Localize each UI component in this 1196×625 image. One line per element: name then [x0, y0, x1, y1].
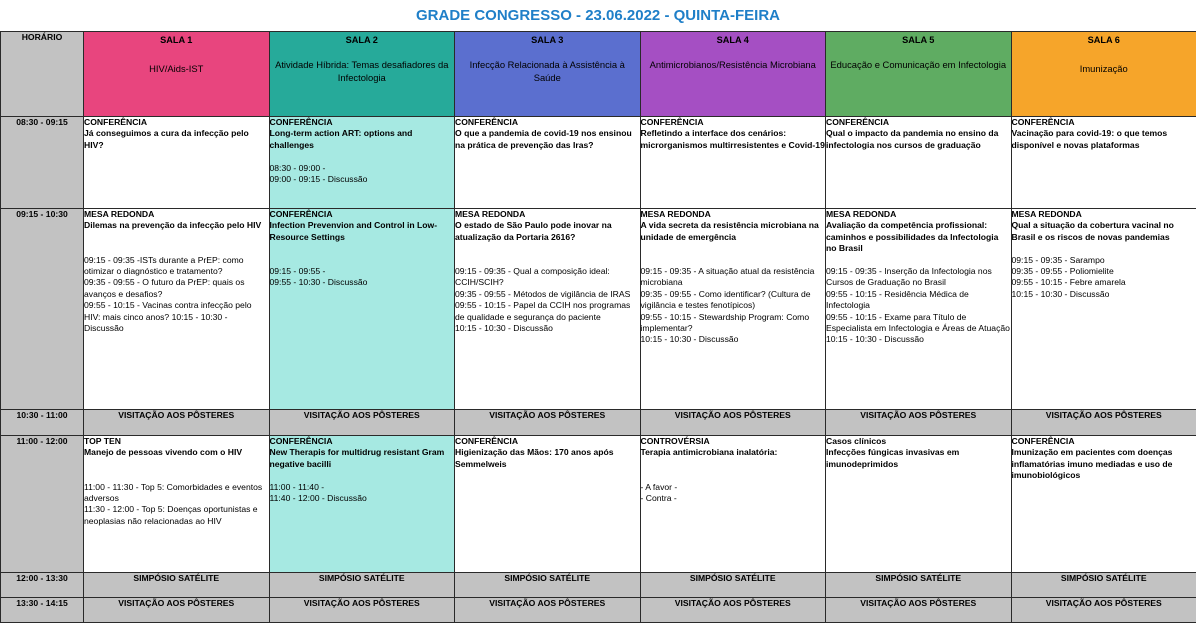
poster-visit-band: VISITAÇÃO AOS PÔSTERES — [84, 598, 270, 623]
session-cell — [826, 436, 1012, 573]
session-type: CONFERÊNCIA — [1011, 436, 1075, 446]
session-type: CONFERÊNCIA — [455, 436, 519, 446]
session-detail-line: 11:40 - 12:00 - Discussão — [269, 493, 367, 504]
session-cell — [1011, 209, 1196, 410]
poster-visit-band: VISITAÇÃO AOS PÔSTERES — [1011, 598, 1196, 623]
line-spacer — [455, 243, 640, 254]
session-title: Infection Prevenvion and Control in Low-Resource Settings — [269, 220, 438, 242]
schedule-row — [1, 209, 1196, 410]
line-spacer — [641, 470, 826, 481]
session-cell — [1011, 117, 1196, 209]
session-title: Qual a situação da cobertura vacinal no Brasil e os riscos de novas pandemias — [1011, 220, 1174, 242]
poster-visit-band: VISITAÇÃO AOS PÔSTERES — [826, 410, 1012, 436]
session-type: CONFERÊNCIA — [826, 117, 890, 127]
room-number: SALA 4 — [716, 35, 749, 45]
room-header-5 — [826, 32, 1012, 117]
session-cell — [269, 436, 455, 573]
time-slot: 08:30 - 09:15 — [1, 117, 84, 209]
line-spacer — [84, 243, 269, 254]
session-detail-line: 09:15 - 09:55 - — [269, 266, 326, 276]
session-detail-line: 10:15 - 10:30 - Discussão — [640, 334, 739, 345]
session-title: Long-term action ART: options and challenges — [269, 128, 413, 150]
line-spacer — [270, 243, 455, 254]
session-title: Já conseguimos a cura da infecção pelo HIV? — [84, 128, 249, 150]
session-detail-line: 10:15 - 10:30 - Discussão — [826, 334, 924, 345]
session-type: CONFERÊNCIA — [269, 117, 333, 127]
session-type: MESA REDONDA — [640, 209, 711, 219]
session-title: A vida secreta da resistência microbiana na unidade de emergência — [640, 220, 819, 242]
session-type: TOP TEN — [84, 436, 121, 446]
satellite-symposium-band: SIMPÓSIO SATÉLITE — [455, 573, 641, 598]
session-detail-line: 09:55 - 10:15 - Vacinas contra infecção pelo HIV: mais cinco anos? 10:15 - 10:30 - Discussão — [84, 300, 252, 334]
session-type: MESA REDONDA — [826, 209, 897, 219]
time-slot: 12:00 - 13:30 — [1, 573, 84, 598]
line-spacer — [641, 243, 826, 254]
satellite-symposium-band: SIMPÓSIO SATÉLITE — [640, 573, 826, 598]
session-title: Infecções fúngicas invasivas em imunodeprimidos — [826, 447, 960, 469]
session-cell — [640, 117, 826, 209]
poster-visit-band: VISITAÇÃO AOS PÔSTERES — [1011, 410, 1196, 436]
session-cell — [640, 436, 826, 573]
session-detail-line: 09:15 - 09:35 - Inserção da Infectologia nos Cursos de Graduação no Brasil — [826, 266, 992, 288]
session-cell — [1011, 436, 1196, 573]
session-detail-line: 09:55 - 10:15 - Febre amarela — [1011, 277, 1126, 288]
session-type: CONTROVÉRSIA — [640, 436, 710, 446]
session-title: Terapia antimicrobiana inalatória: — [640, 447, 778, 458]
session-detail-line: 09:55 - 10:15 - Residência Médica de Infectologia — [826, 288, 969, 311]
header-row — [1, 32, 1196, 117]
time-slot: 13:30 - 14:15 — [1, 598, 84, 623]
room-name: Educação e Comunicação em Infectologia — [830, 59, 1007, 71]
session-title: O que a pandemia de covid-19 nos ensinou na prática de prevenção das Iras? — [455, 128, 632, 150]
session-title: Refletindo a interface dos cenários: microrganismos multirresistentes e Covid-19 — [640, 128, 825, 150]
poster-visit-band: VISITAÇÃO AOS PÔSTERES — [826, 598, 1012, 623]
poster-visit-band: VISITAÇÃO AOS PÔSTERES — [640, 598, 826, 623]
poster-visit-band: VISITAÇÃO AOS PÔSTERES — [269, 598, 455, 623]
schedule-row — [1, 117, 1196, 209]
time-slot: 09:15 - 10:30 — [1, 209, 84, 410]
session-title: Qual o impacto da pandemia no ensino da infectologia nos cursos de graduação — [826, 128, 999, 150]
room-header-4 — [640, 32, 826, 117]
line-spacer — [270, 151, 455, 162]
satellite-symposium-band: SIMPÓSIO SATÉLITE — [269, 573, 455, 598]
session-detail-line: 09:55 - 10:30 - Discussão — [269, 277, 368, 288]
schedule-grid — [0, 31, 1196, 623]
room-name: Antimicrobianos/Resistência Microbiana — [649, 59, 816, 71]
room-number: SALA 2 — [345, 35, 378, 45]
session-detail-line: 09:55 - 10:15 - Exame para Título de Especialista em Infectologia e Áreas de Atuação — [826, 311, 1010, 334]
session-type: CONFERÊNCIA — [269, 209, 333, 219]
session-detail-line: 08:30 - 09:00 - — [269, 162, 326, 173]
session-title: Manejo de pessoas vivendo com o HIV — [84, 447, 243, 458]
line-spacer — [84, 232, 269, 243]
room-number: SALA 1 — [160, 35, 193, 45]
line-spacer — [641, 255, 826, 266]
line-spacer — [84, 470, 269, 481]
session-detail-line: 09:35 - 09:55 - Métodos de vigilância de IRAS — [455, 288, 631, 299]
session-title: O estado de São Paulo pode inovar na atualização da Portaria 2616? — [455, 220, 612, 242]
schedule-row — [1, 598, 1196, 623]
session-detail-line: 09:00 - 09:15 - Discussão — [269, 174, 368, 185]
line-spacer — [826, 255, 1011, 266]
line-spacer — [455, 255, 640, 266]
page-title: GRADE CONGRESSO - 23.06.2022 - QUINTA-FEIRA — [416, 7, 780, 24]
session-detail-line: - A favor - — [640, 481, 678, 492]
session-detail-line: 09:15 - 09:35 - Qual a composição ideal: CCIH/SCIH? — [455, 266, 610, 288]
time-column-header: HORÁRIO — [1, 32, 84, 117]
session-title: Vacinação para covid-19: o que temos disponível e novas plataformas — [1011, 128, 1168, 150]
session-detail-line: 11:00 - 11:30 - Top 5: Comorbidades e eventos adversos — [84, 481, 263, 503]
session-detail-line: 09:55 - 10:15 - Papel da CCIH nos programas de qualidade e segurança do paciente — [455, 300, 631, 322]
line-spacer — [84, 459, 269, 470]
session-detail-line: 09:35 - 09:55 - Poliomielite — [1011, 266, 1114, 277]
room-name: HIV/Aids-IST — [149, 63, 204, 75]
room-name: Atividade Híbrida: Temas desafiadores da Infectologia — [275, 59, 449, 84]
session-type: CONFERÊNCIA — [1011, 117, 1075, 127]
satellite-symposium-band: SIMPÓSIO SATÉLITE — [1011, 573, 1196, 598]
session-detail-line: 09:15 - 09:35 - A situação atual da resistência microbiana — [640, 266, 815, 288]
room-header-1 — [84, 32, 270, 117]
session-detail-line: 09:15 - 09:35 -ISTs durante a PrEP: como otimizar o diagnóstico e tratamento? — [84, 254, 244, 276]
schedule-row — [1, 410, 1196, 436]
poster-visit-band: VISITAÇÃO AOS PÔSTERES — [455, 598, 641, 623]
session-detail-line: 09:55 - 10:15 - Stewardship Program: Como implementar? — [640, 311, 810, 334]
schedule-row — [1, 573, 1196, 598]
poster-visit-band: VISITAÇÃO AOS PÔSTERES — [640, 410, 826, 436]
poster-visit-band: VISITAÇÃO AOS PÔSTERES — [269, 410, 455, 436]
room-number: SALA 5 — [902, 35, 935, 45]
session-cell — [84, 209, 270, 410]
schedule-row — [1, 436, 1196, 573]
session-type: MESA REDONDA — [1011, 209, 1082, 219]
session-cell — [269, 117, 455, 209]
satellite-symposium-band: SIMPÓSIO SATÉLITE — [826, 573, 1012, 598]
session-detail-line: 10:15 - 10:30 - Discussão — [455, 323, 553, 334]
room-name: Infecção Relacionada à Assistência à Saúde — [469, 59, 625, 84]
satellite-symposium-band: SIMPÓSIO SATÉLITE — [84, 573, 270, 598]
session-type: CONFERÊNCIA — [640, 117, 704, 127]
poster-visit-band: VISITAÇÃO AOS PÔSTERES — [455, 410, 641, 436]
line-spacer — [270, 255, 455, 266]
line-spacer — [1012, 243, 1196, 254]
session-title: Avaliação da competência profissional: caminhos e possibilidades da Infectologia no Brasil — [826, 220, 999, 254]
session-type: CONFERÊNCIA — [269, 436, 333, 446]
session-cell — [269, 209, 455, 410]
line-spacer — [270, 470, 455, 481]
session-cell — [455, 209, 641, 410]
session-type: MESA REDONDA — [455, 209, 526, 219]
session-detail-line: 11:30 - 12:00 - Top 5: Doenças oportunistas e neoplasias não relacionadas ao HIV — [84, 504, 258, 526]
session-type: Casos clínicos — [826, 436, 887, 446]
poster-visit-band: VISITAÇÃO AOS PÔSTERES — [84, 410, 270, 436]
session-type: CONFERÊNCIA — [455, 117, 519, 127]
room-number: SALA 6 — [1087, 35, 1120, 45]
room-header-3 — [455, 32, 641, 117]
session-title: New Therapis for multidrug resistant Gram negative bacilli — [269, 447, 445, 469]
session-detail-line: 11:00 - 11:40 - — [269, 481, 325, 492]
room-number: SALA 3 — [531, 35, 564, 45]
room-header-2 — [269, 32, 455, 117]
time-slot: 11:00 - 12:00 — [1, 436, 84, 573]
session-cell — [84, 117, 270, 209]
session-cell — [826, 209, 1012, 410]
session-detail-line: 09:15 - 09:35 - Sarampo — [1011, 254, 1105, 265]
session-title: Higienização das Mãos: 170 anos após Semmelweis — [455, 447, 614, 469]
session-detail-line: - Contra - — [640, 493, 677, 503]
session-title: Dilemas na prevenção da infecção pelo HIV — [84, 220, 262, 231]
line-spacer — [641, 459, 826, 470]
session-cell — [826, 117, 1012, 209]
session-cell — [640, 209, 826, 410]
session-cell — [84, 436, 270, 573]
session-title: Imunização em pacientes com doenças inflamatórias imuno mediadas e uso de imunobiológicos — [1011, 447, 1173, 481]
session-detail-line: 09:35 - 09:55 - Como identificar? (Cultura de vigilância e testes fenotípicos) — [640, 288, 811, 311]
session-detail-line: 09:35 - 09:55 - O futuro da PrEP: quais os avanços e desafios? — [84, 277, 245, 299]
time-slot: 10:30 - 11:00 — [1, 410, 84, 436]
session-cell — [455, 117, 641, 209]
room-header-6 — [1011, 32, 1196, 117]
session-cell — [455, 436, 641, 573]
room-name: Imunização — [1079, 63, 1128, 75]
session-type: CONFERÊNCIA — [84, 117, 148, 127]
session-type: MESA REDONDA — [84, 209, 155, 219]
session-detail-line: 10:15 - 10:30 - Discussão — [1011, 288, 1110, 299]
